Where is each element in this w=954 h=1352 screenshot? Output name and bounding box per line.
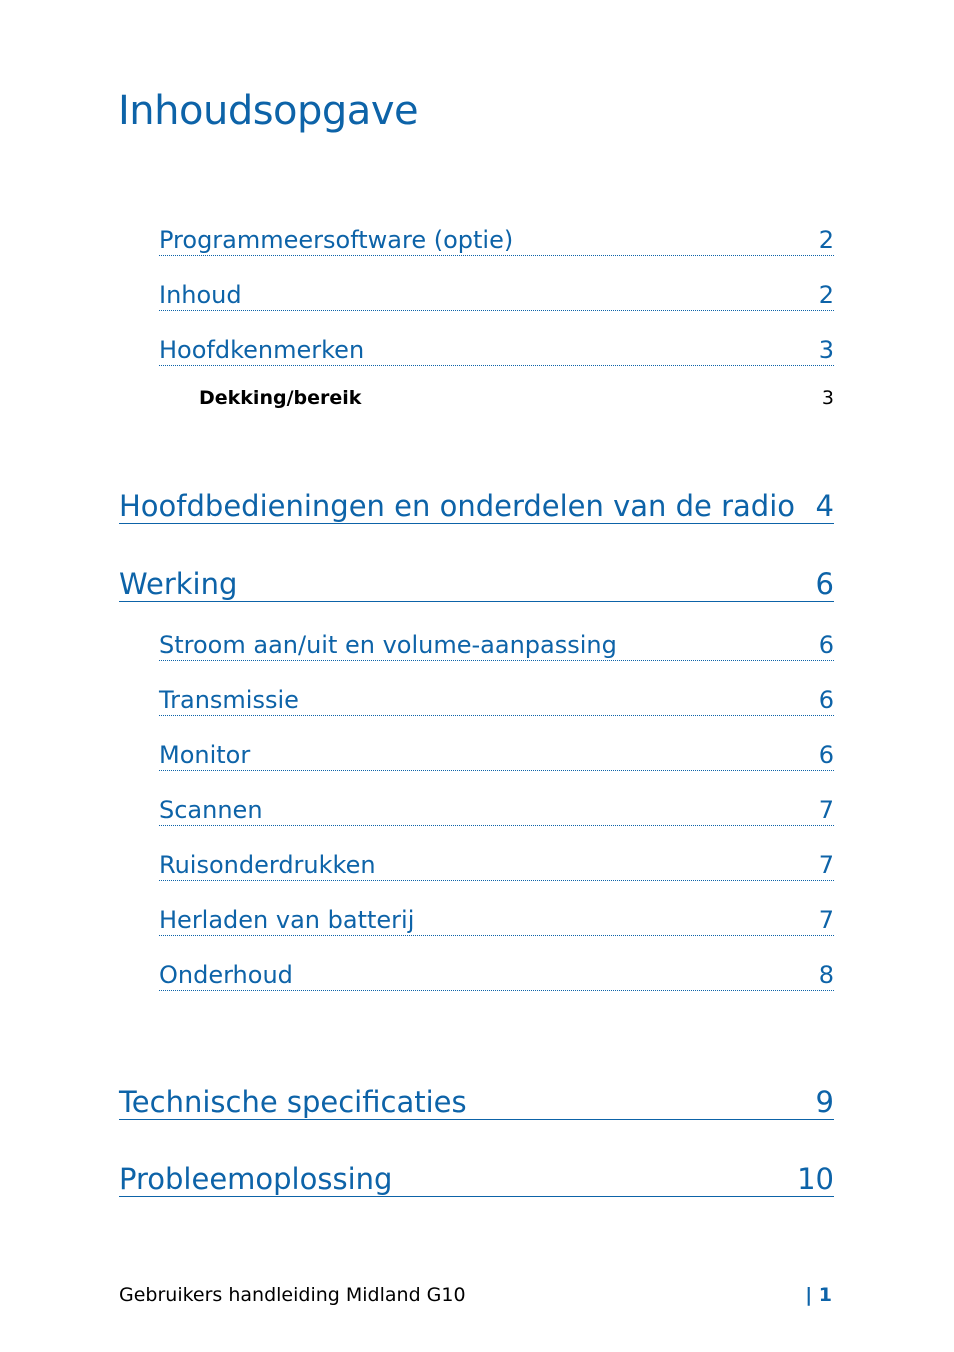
toc-entry-label: Inhoud [159,281,242,309]
toc-entry-hoofdbedieningen[interactable] [119,489,834,524]
toc-entry-label: Hoofdkenmerken [159,336,365,364]
toc-entry-dekking-bereik[interactable] [199,386,834,410]
toc-entry-page: 9 [815,1085,834,1119]
toc-entry-page: 6 [818,631,834,659]
toc-entry-label: Stroom aan/uit en volume-aanpassing [159,631,617,659]
toc-entry-transmissie[interactable] [159,686,834,716]
toc-entry-stroom-aan-uit[interactable] [159,631,834,661]
toc-entry-monitor[interactable] [159,741,834,771]
toc-entry-label: Ruisonderdrukken [159,851,376,879]
toc-entry-page: 8 [818,961,834,989]
toc-entry-herladen-batterij[interactable] [159,906,834,936]
toc-entry-label: Programmeersoftware (optie) [159,226,514,254]
toc-entry-page: 7 [818,906,834,934]
toc-entry-page: 6 [818,686,834,714]
toc-entry-label: Transmissie [159,686,299,714]
toc-entry-page: 10 [797,1162,834,1196]
toc-entry-technische-specificaties[interactable] [119,1085,834,1120]
toc-entry-probleemoplossing[interactable] [119,1162,834,1197]
toc-entry-page: 6 [815,567,834,601]
toc-entry-page: 2 [818,226,834,254]
toc-entry-label: Onderhoud [159,961,293,989]
toc-entry-hoofdkenmerken[interactable] [159,336,834,366]
footer-page-number: | 1 [805,1284,832,1306]
toc-entry-label: Hoofdbedieningen en onderdelen van de radio [119,489,796,523]
toc-entry-label: Technische specificaties [119,1085,467,1119]
toc-entry-page: 2 [818,281,834,309]
toc-entry-label: Werking [119,567,238,601]
page-footer [119,1284,832,1306]
toc-entry-label: Monitor [159,741,251,769]
toc-entry-inhoud[interactable] [159,281,834,311]
toc-entry-label: Dekking/bereik [199,387,362,409]
toc-entry-page: 7 [818,851,834,879]
toc-entry-onderhoud[interactable] [159,961,834,991]
toc-entry-werking[interactable] [119,567,834,602]
toc-entry-page: 4 [815,489,834,523]
toc-entry-label: Herladen van batterij [159,906,415,934]
toc-entry-ruisonderdrukken[interactable] [159,851,834,881]
toc-entry-page: 7 [818,796,834,824]
toc-entry-label: Probleemoplossing [119,1162,393,1196]
toc-entry-programmeersoftware[interactable] [159,226,834,256]
toc-entry-page: 3 [818,336,834,364]
page-title: Inhoudsopgave [118,88,419,134]
toc-entry-label: Scannen [159,796,263,824]
toc-entry-page: 6 [818,741,834,769]
toc-entry-scannen[interactable] [159,796,834,826]
footer-text: Gebruikers handleiding Midland G10 [119,1284,466,1306]
toc-entry-page: 3 [821,387,834,409]
